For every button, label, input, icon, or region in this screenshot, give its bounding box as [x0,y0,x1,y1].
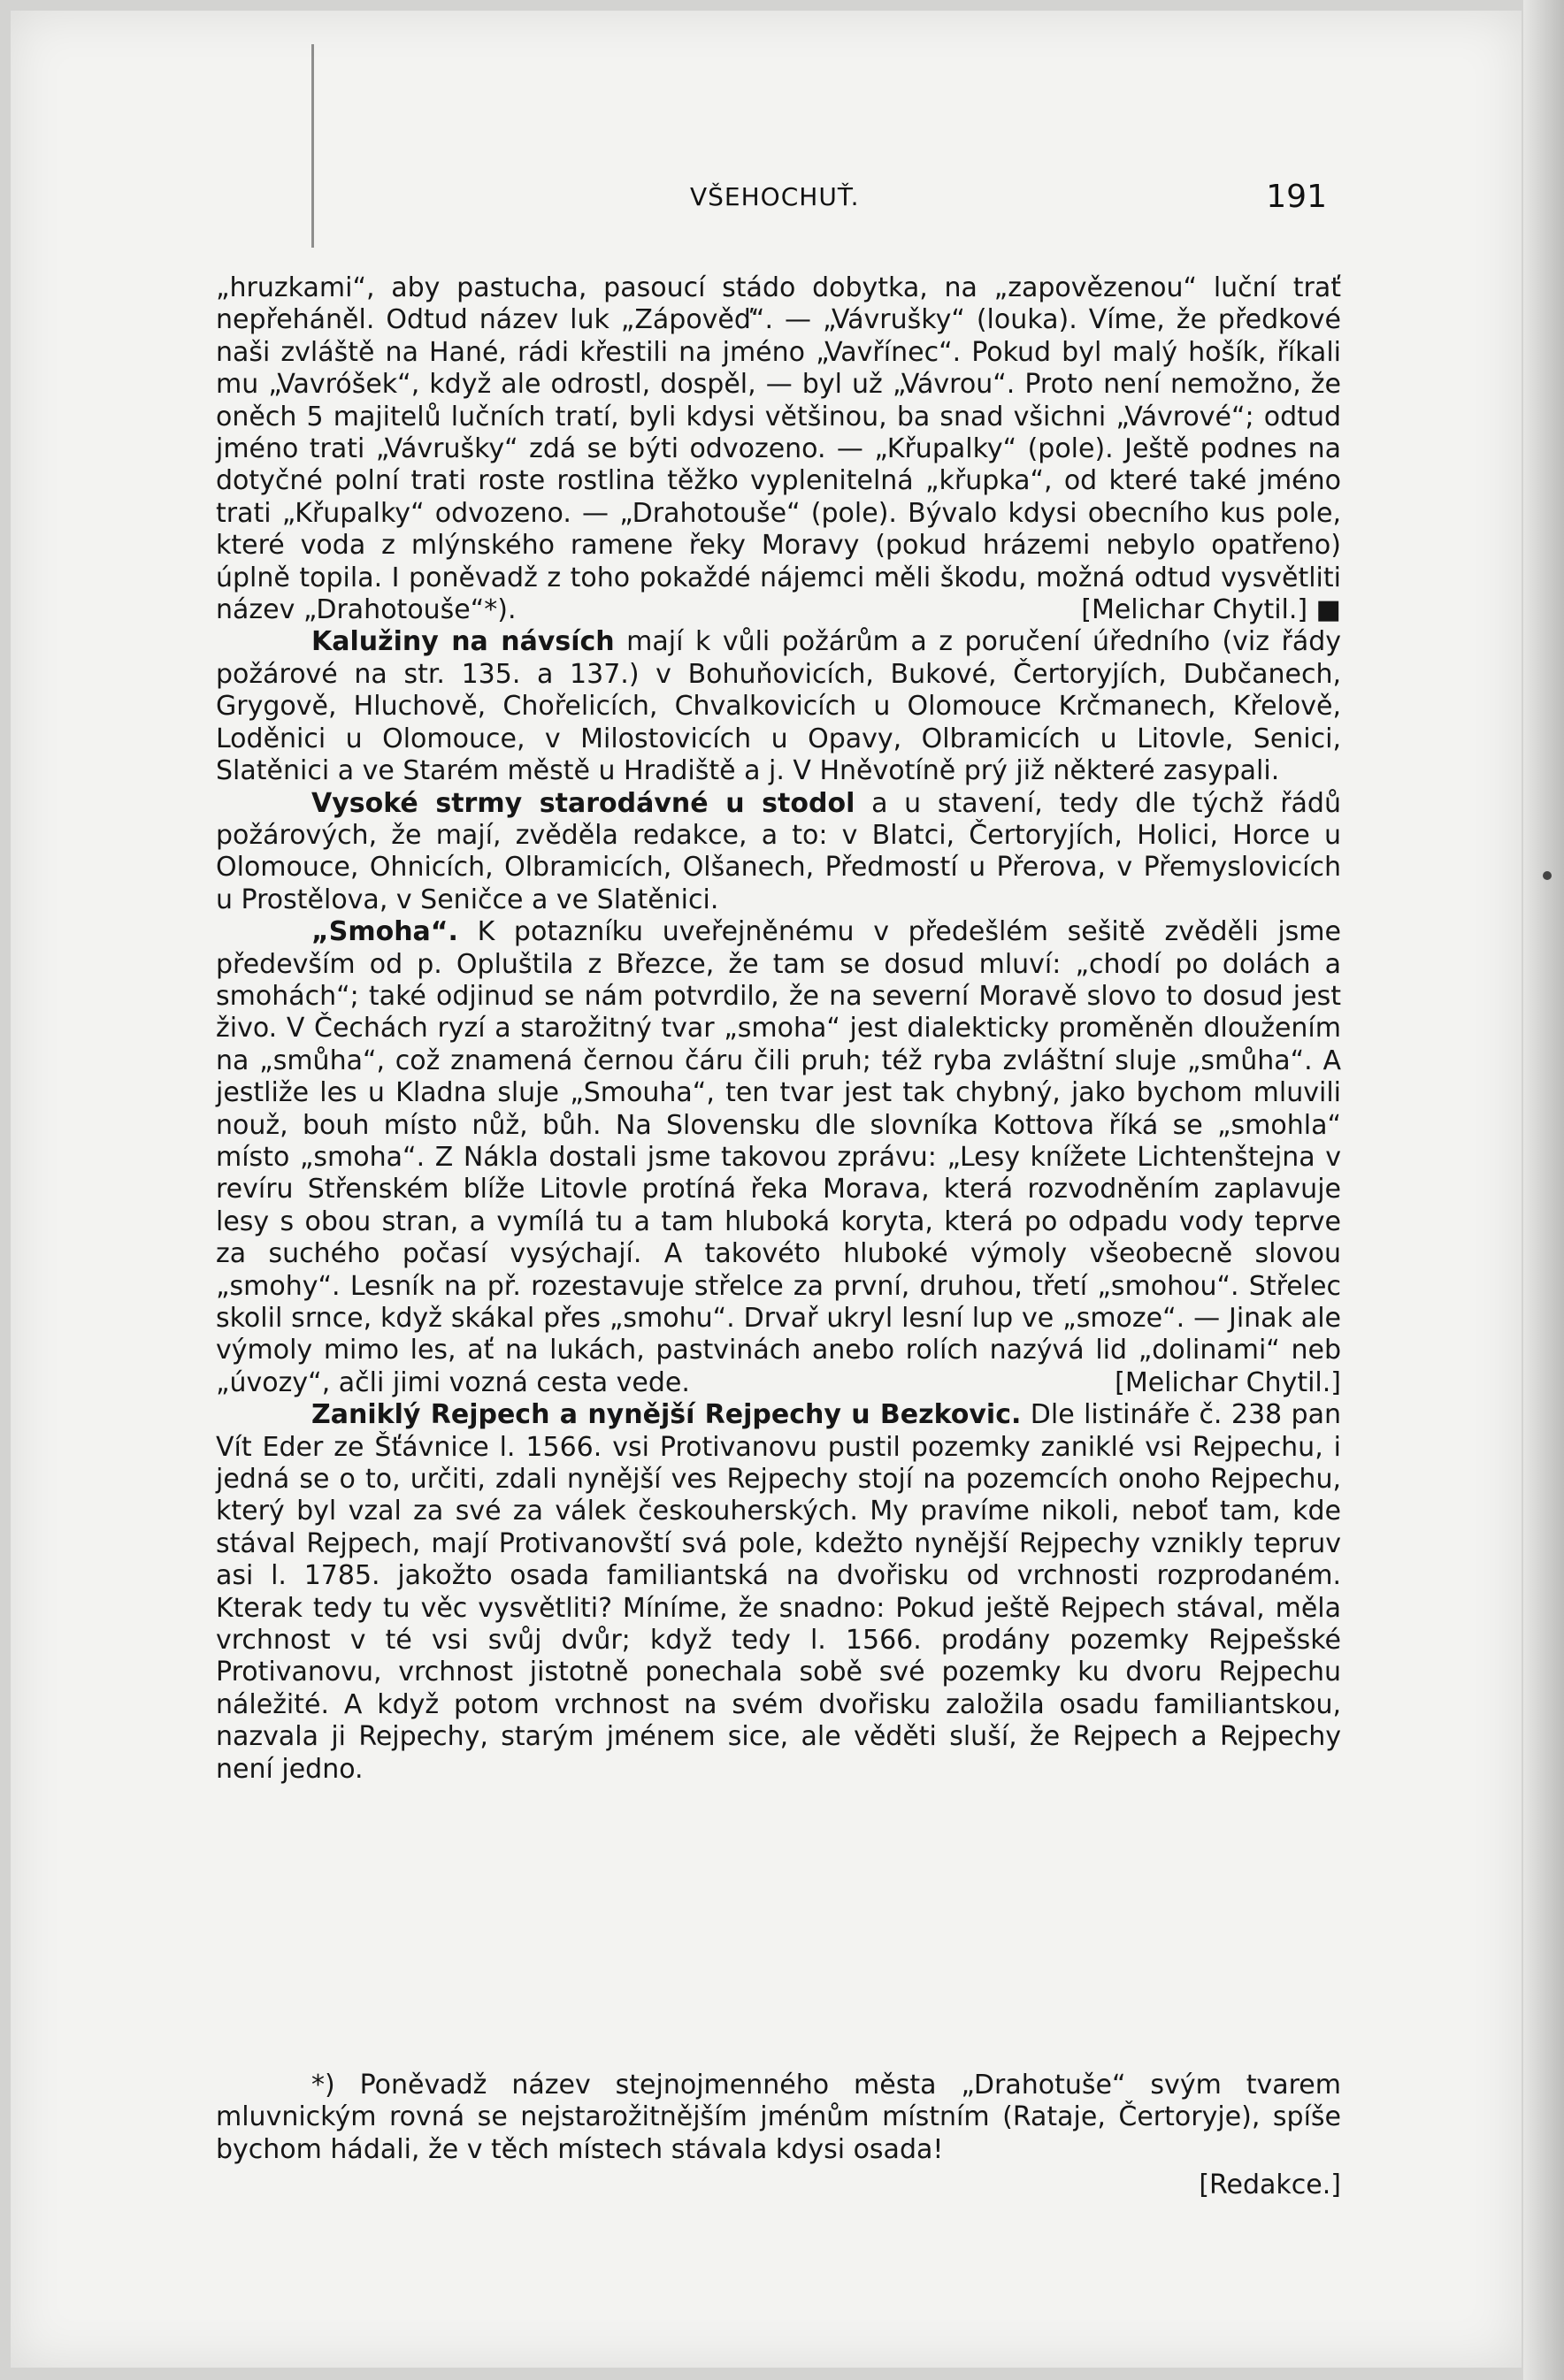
paragraph-text: a u stavení, tedy dle týchž řádů požárových, že mají, zvěděla redakce, a to: v Blatci, Čertoryjích, Holici, Horce u Olomouce, Ohnicích, Olbramicích, Olšanech, Předmostí u Přerova, v Přemyslovicích u Prostělova, v Seničce a ve Slatěnici. [216,787,1341,915]
paragraph-text: „hruzkami“, aby pastucha, pasoucí stádo dobytka, na „zapovězenou“ luční trať nepřeháněl. Odtud název luk „Zápověď“. — „Vávrušky“ (louka). Víme, že předkové naši zvláště na Hané, rádi křestili na jméno „Vavřínec“. Pokud byl malý hošík, říkali mu „Vavróšek“, když ale odrostl, dospěl, — byl už „Vávrou“. Proto není nemožno, že oněch 5 majitelů lučních tratí, byli kdysi většinou, ba snad všichni „Vávrové“; odtud jméno trati „Vávrušky“ zdá se býti odvozeno. — „Křupalky“ (pole). Ještě podnes na dotyčné polní trati roste rostlina těžko vyplenitelná „křupka“, od které také jméno trati „Křupalky“ odvozeno. — „Drahotouše“ (pole). Bývalo kdysi obecního kus pole, které voda z mlýnského ramene řeky Moravy (pokud hrázemi nebylo opatřeno) úplně topila. I poněvadž z toho pokaždé nájemci měli škodu, možná odtud vysvětliti název „Drahotouše“*). [216,272,1341,626]
author-signature: [Melichar Chytil.] [1115,1366,1341,1398]
paragraph-heading: Kalužiny na návsích [311,626,615,658]
paragraph-heading: Zaniklý Rejpech a nynější Rejpechy u Bezkovic. [311,1399,1022,1431]
footnote [216,2070,1341,2202]
paragraph-kaluziny [216,626,1341,787]
margin-dot [1543,871,1552,880]
page-edge-shadow [1523,0,1564,2380]
page-header [212,179,1327,219]
paragraph-strmy [216,788,1341,917]
paragraph-text: K potazníku uveřejněnému v předešlém sešitě zvěděli jsme především od p. Opluštila z Březce, že tam se dosud mluví: „chodí po dolách a smohách“; také odjinud se nám potvrdilo, že na severní Moravě slovo to dosud jest živo. V Čechách ryzí a starožitný tvar „smoha“ jest dialekticky proměněn dloužením na „smůha“, což znamená černou čáru čili pruh; též ryba zvláštní sluje „smůha“. A jestliže les u Kladna sluje „Smouha“, ten tvar jest tak chybný, jako bychom mluvili nouž, bouh místo nůž, bůh. Na Slovensku dle slovníka Kottova říká se „smohla“ místo „smoha“. Z Nákla dostali jsme takovou zprávu: „Lesy knížete Lichtenštejna v revíru Střenském blíže Litovle protíná řeka Morava, která rozvodněním zaplavuje lesy s obou stran, a vymílá tu a tam hluboká koryta, která po odpadu vody teprve za suchého počasí vysýchají. A takovéto hluboké výmoly všeobecně slovou „smohy“. Lesník na př. rozestavuje střelce za první, druhou, třetí „smohou“. Střelec skolil srnce, když skákal přes „smohu“. Drvař ukryl lesní lup ve „smoze“. — Jinak ale výmoly mimo les, ať na lukách, pastvinách anebo rolích nazývá lid „dolinami“ neb „úvozy“, ačli jimi vozná cesta vede. [216,916,1341,1398]
paragraph-rejpech [216,1399,1341,1786]
page-number: 191 [1266,179,1327,215]
article-body [216,272,1341,1786]
running-head: VŠEHOCHUŤ. [690,182,860,211]
author-signature: [Melichar Chytil.] ■ [1081,594,1341,626]
paragraph-text: Dle listináře č. 238 pan Vít Eder ze Šťávnice l. 1566. vsi Protivanovu pustil pozemky zaniklé vsi Rejpechu, i jedná se o to, určiti, zdali nynější ves Rejpechy stojí na pozemcích onoho Rejpechu, který byl vzal za své za válek českouherských. My pravíme nikoli, neboť tam, kde stával Rejpech, mají Protivanovští svá pole, kdežto nynější Rejpechy vznikly tepruv asi l. 1785. jakožto osada familiantská na dvořisku od vrchnosti rozprodaném. Kterak tedy tu věc vysvětliti? Míníme, že snadno: Pokud ještě Rejpech stával, měla vrchnost v té vsi svůj dvůr; když tedy l. 1566. prodány pozemky Rejpešské Protivanovu, vrchnost jistotně ponechala sobě své pozemky ku dvoru Rejpechu náležité. A když potom vrchnost na svém dvořisku založila osadu familiantskou, nazvala ji Rejpechy, starým jménem sice, ale věděti sluší, že Rejpech a Rejpechy není jedno. [216,1399,1341,1785]
paragraph-smoha [216,916,1341,1399]
paragraph-field-names [216,272,1341,626]
paragraph-heading: Vysoké strmy starodávné u stodol [311,787,855,819]
paragraph-text: mají k vůli požárům a z poručení úředního (viz řády požárové na str. 135. a 137.) v Bohuňovicích, Bukové, Čertoryjích, Dubčanech, Grygově, Hluchově, Chořelicích, Chvalkovicích u Olomouce Krčmanech, Křelově, Loděnici u Olomouce, v Milostovicích u Opavy, Olbramicích u Litovle, Senici, Slatěnici a ve Starém městě u Hradiště a j. V Hněvotíně prý již některé zasypali. [216,626,1342,787]
footnote-signature: [Redakce.] [1199,2170,1341,2201]
footnote-text: *) Poněvadž název stejnojmenného města „Drahotuše“ svým tvarem mluvnickým rovná se nejstarožitnějším jménům místním (Rataje, Čertoryje), spíše bychom hádali, že v těch místech stávala kdysi osada! [216,2070,1341,2165]
paragraph-heading: „Smoha“. [311,916,458,948]
